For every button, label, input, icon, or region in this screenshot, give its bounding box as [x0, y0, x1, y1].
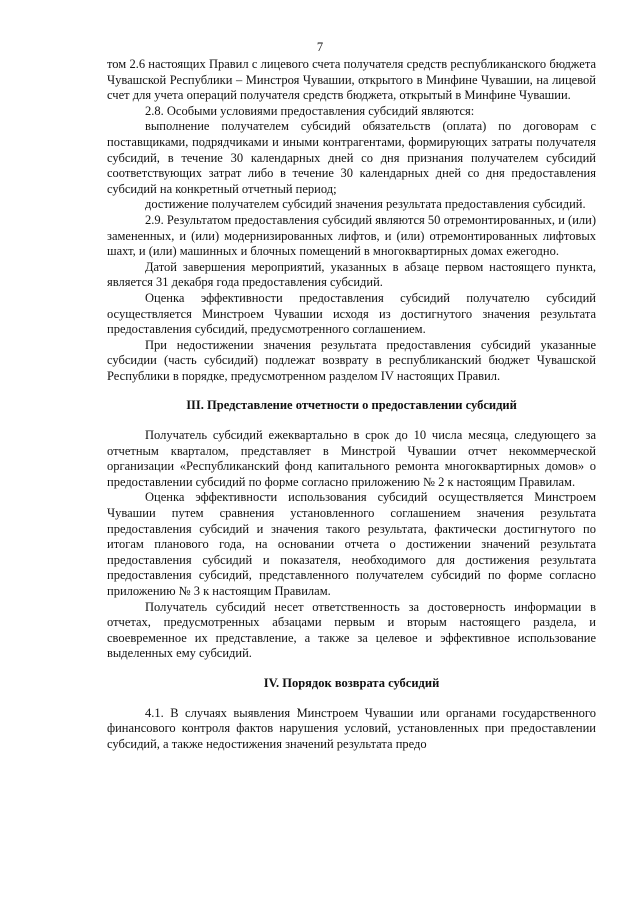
paragraph: 2.8. Особыми условиями предоставления субсидий являются: [145, 103, 475, 118]
paragraph: Получатель субсидий ежеквартально в срок до 10 числа месяца, следующего за отчетным кварталом, представляет в Минстрой Чувашии отчет некоммерческой организации «Республиканский фонд капитального ремонта многоквартирных домов» о предоставлении субсидий по форме согласно приложению № 2 к настоящим Правилам. [107, 428, 596, 489]
page-number: 7 [316, 40, 324, 54]
paragraph: Оценка эффективности использования субсидий осуществляется Минстроем Чувашии путем сравнения установленного соглашением значения результата предоставления субсидий и значения такого результата, фактически достигнутого по итогам планового года, на основании отчета о достижении значений результата предоставления субсидий и показателя, необходимого для достижения результата предоставления субсидий, представленного получателем субсидий по форме согласно приложению № 3 к настоящим Правилам. [107, 490, 596, 598]
paragraph: Датой завершения мероприятий, указанных в абзаце первом настоящего пункта, является 31 декабря года предоставления субсидий. [107, 259, 596, 290]
paragraph: том 2.6 настоящих Правил с лицевого счета получателя средств республиканского бюджета Чувашской Республики – Минстроя Чувашии, открытого в Минфине Чувашии, на лицевой счет для учета операций получателя средств бюджета, открытый в Минфине Чувашии. [107, 57, 596, 103]
section-heading-refund: IV. Порядок возврата субсидий [263, 675, 440, 690]
paragraph: Оценка эффективности предоставления субсидий получателю субсидий осуществляется Минстроем Чувашии исходя из достигнутого значения результата предоставления субсидий, предусмотренного соглашением. [107, 290, 596, 337]
document-body [107, 57, 596, 752]
paragraph: 2.9. Результатом предоставления субсидий являются 50 отремонтированных, и (или) замененных, и (или) модернизированных лифтов, и (или) отремонтированных лифтовых шахт, и (или) машинных и блочных помещений в многоквартирных домах ежегодно. [107, 212, 596, 259]
paragraph: При недостижении значения результата предоставления субсидий указанные субсидии (часть субсидий) подлежат возврату в республиканский бюджет Чувашской Республики в порядке, предусмотренном разделом IV настоящих Правил. [107, 337, 596, 383]
paragraph: выполнение получателем субсидий обязательств (оплата) по договорам с поставщиками, подрядчиками и иными контрагентами, формирующих затраты получателя субсидий, в течение 30 календарных дней со дня признания получателем субсидий соответствующих затрат либо в течение 30 календарных дней со дня предоставления субсидий на конкретный отчетный период; [107, 119, 596, 196]
section-heading-reporting: III. Представление отчетности о предоставлении субсидий [186, 398, 517, 413]
paragraph: достижение получателем субсидий значения результата предоставления субсидий. [145, 197, 586, 212]
paragraph: 4.1. В случаях выявления Минстроем Чувашии или органами государственного финансового контроля фактов нарушения условий, установленных при предоставлении субсидий, а также недостижения значений результата предо [107, 705, 596, 751]
paragraph: Получатель субсидий несет ответственность за достоверность информации в отчетах, предусмотренных абзацами первым и вторым настоящего раздела, и своевременное их представление, а также за целевое и эффективное использование выделенных ему субсидий. [107, 599, 596, 661]
